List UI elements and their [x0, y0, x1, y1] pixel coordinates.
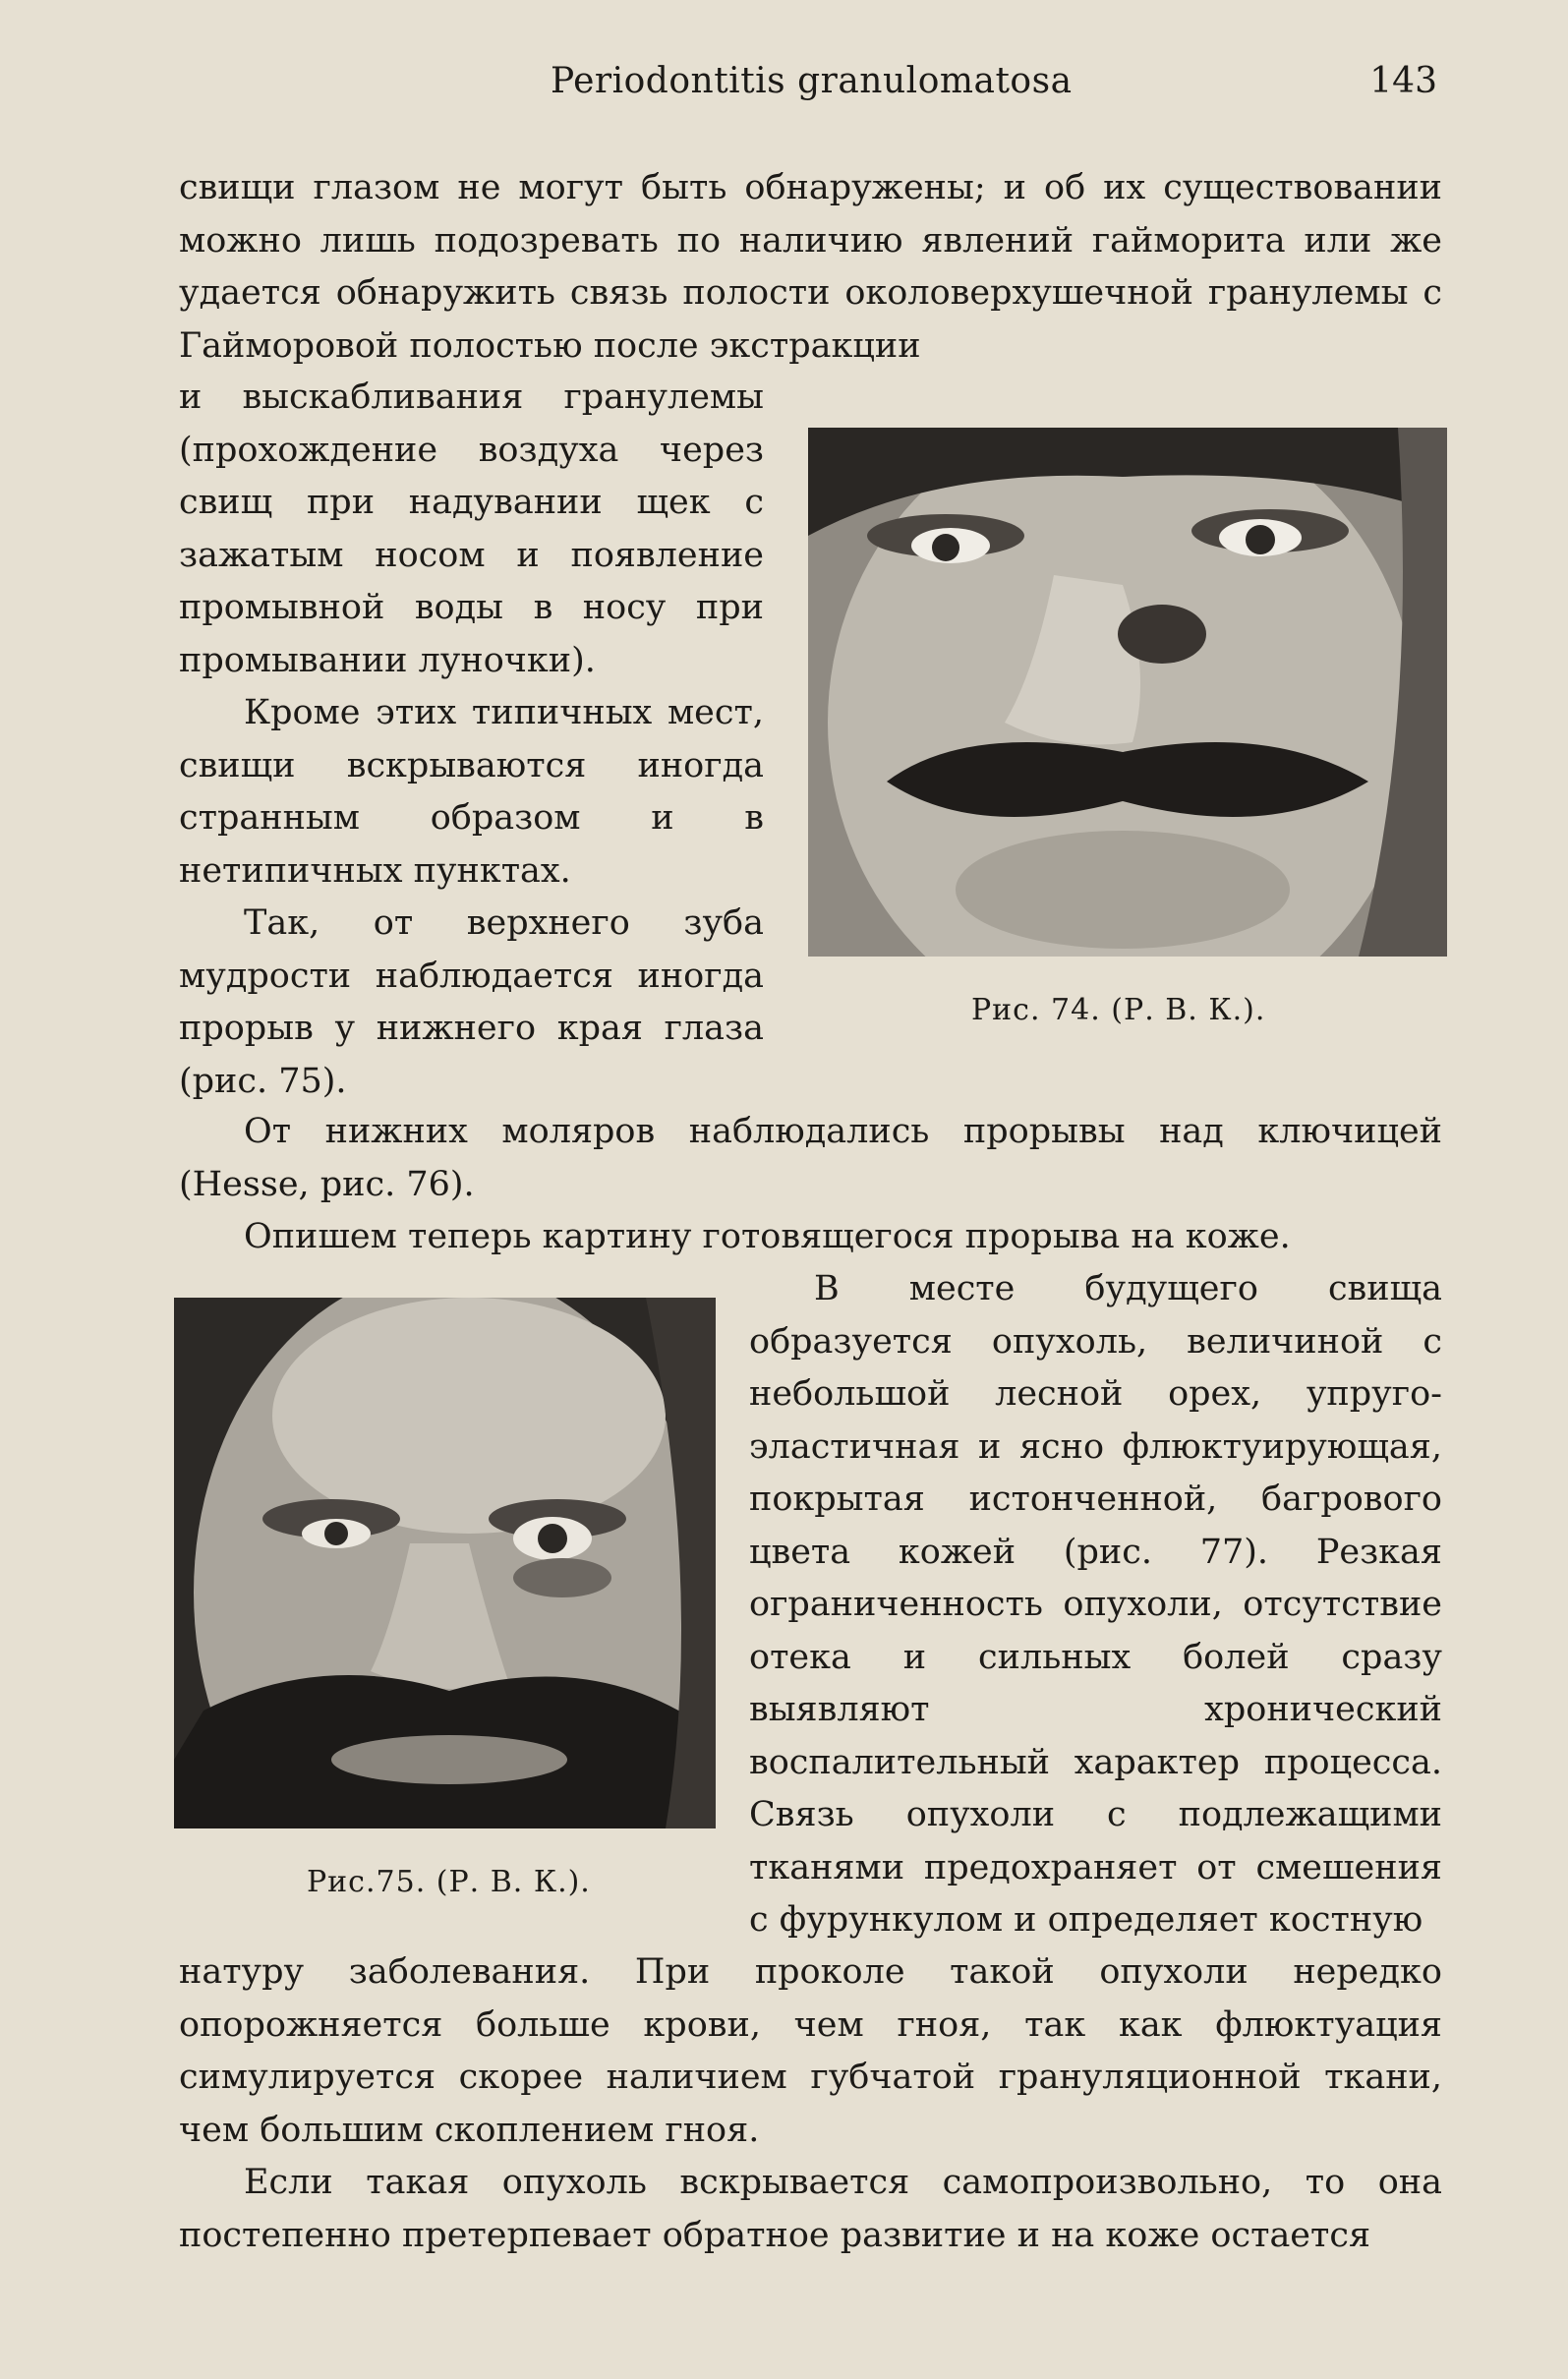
face-photo-74 — [808, 428, 1447, 957]
paragraph-puncture: натуру заболевания. При проколе такой опухоли нередко опорожняется больше крови, чем гноя, так как флюктуация симулируется скорее наличием губчатой грануляционной ткани, чем большим скоплением гноя. — [179, 1952, 1442, 2150]
text-block-left — [179, 372, 764, 1108]
paragraph-continuation: и выскабливания гранулемы (прохождение воздуха через свищ при надувании щек с зажатым носом и появление промывной воды в носу при промывании луночки). — [179, 377, 764, 680]
running-title: Periodontitis granulomatosa — [551, 61, 1073, 101]
text-block-right — [749, 1263, 1442, 1947]
paragraph-describe-breakthrough: Опишем теперь картину готовящегося прорыва на коже. — [244, 1217, 1291, 1256]
figure-74-caption: Рис. 74. (Р. В. К.). — [971, 993, 1266, 1027]
paragraph-wisdom-tooth: Так, от верхнего зуба мудрости наблюдается иногда прорыв у нижнего края глаза (рис. 75). — [179, 903, 764, 1101]
paragraph-lower-molars: От нижних моляров наблюдались прорывы над ключицей (Hesse, рис. 76). — [179, 1112, 1442, 1204]
figure-74-photo — [808, 428, 1447, 957]
figure-75-photo — [174, 1298, 716, 1828]
paragraph-spontaneous-opening: Если такая опухоль вскрывается самопроизвольно, то она постепенно претерпевает обратное развитие и на коже остается — [179, 2163, 1442, 2255]
figure-75-caption: Рис.75. (Р. В. К.). — [307, 1865, 591, 1899]
text-block-top — [179, 162, 1442, 373]
face-photo-75 — [174, 1298, 716, 1828]
text-block-middle — [179, 1106, 1442, 1264]
paragraph-tumor-formation: В месте будущего свища образуется опухоль, величиной с небольшой лесной орех, упруго-эластичная и ясно флюктуирующая, покрытая истонченной, багрового цвета кожей (рис. 77). Резкая ограниченность опухоли, отсутствие отека и сильных болей сразу выявляют хронический воспалительный характер процесса. Связь опухоли с подлежащими тканями предохраняет от смешения с фурункулом и определяет костную — [749, 1269, 1442, 1940]
page-header — [177, 61, 1445, 110]
page-number: 143 — [1369, 61, 1437, 101]
text-block-bottom — [179, 1946, 1442, 2262]
paragraph-atypical-sites: Кроме этих типичных мест, свищи вскрываются иногда странным образом и в нетипичных пунктах. — [179, 693, 764, 891]
paragraph-top: свищи глазом не могут быть обнаружены; и об их существовании можно лишь подозревать по наличию явлений гайморита или же удается обнаружить связь полости околоверхушечной гранулемы с Гайморовой полостью после экстракции — [179, 168, 1442, 366]
